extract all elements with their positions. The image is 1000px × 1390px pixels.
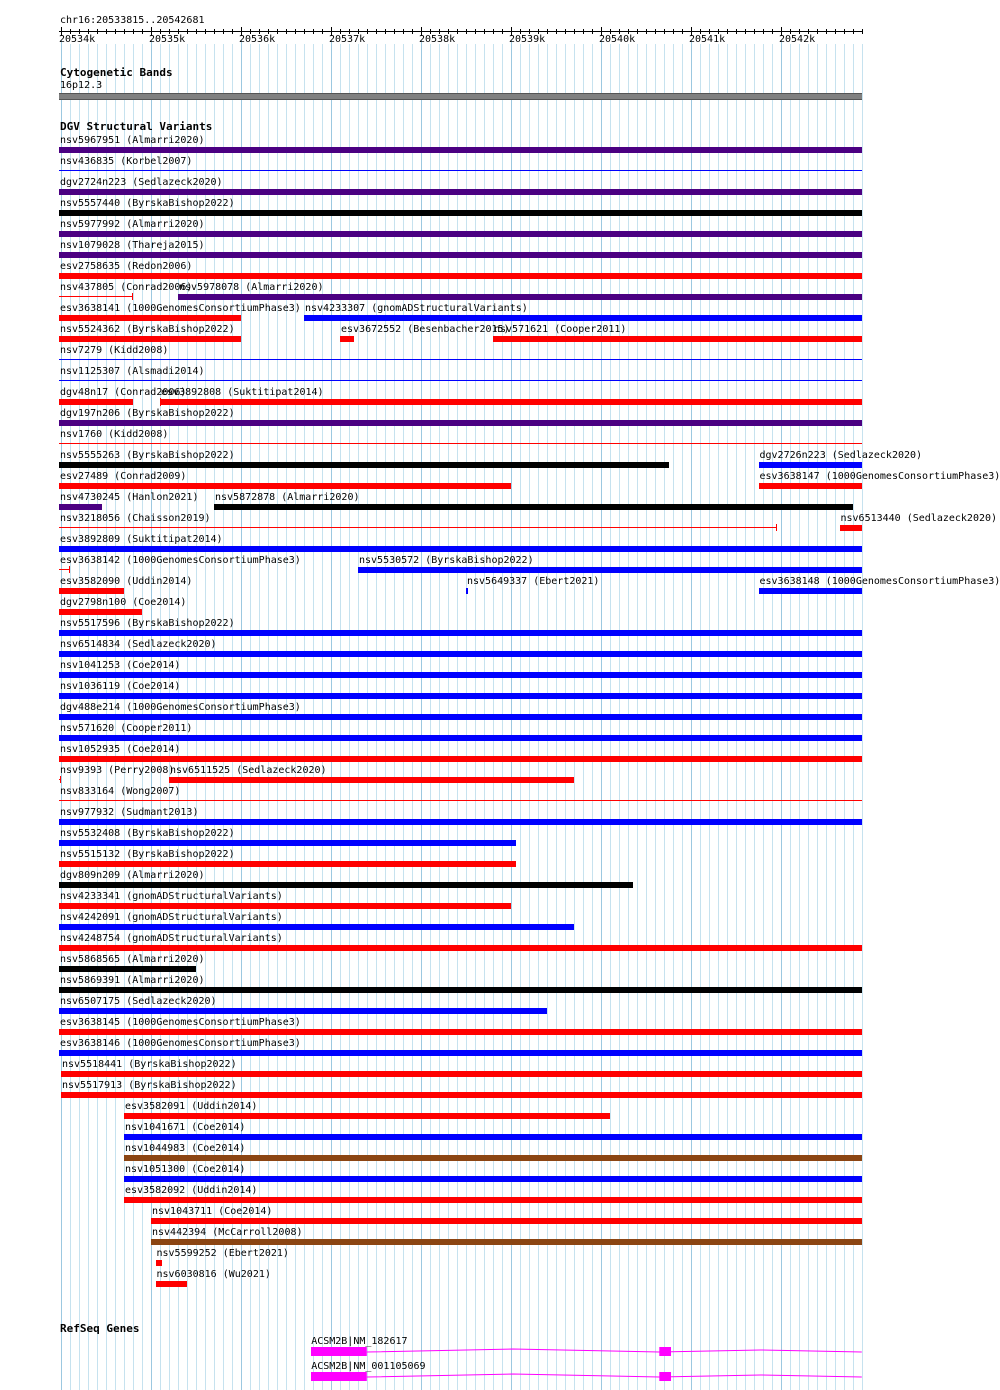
ruler-tick-label: 20534k [59, 34, 96, 45]
ruler-minor-tick [466, 29, 467, 34]
ruler-minor-tick [367, 29, 368, 34]
ruler-minor-tick [574, 29, 575, 34]
ruler-minor-tick [835, 29, 836, 34]
variant-bar[interactable] [59, 588, 124, 594]
variant-label[interactable]: nsv1043711 (Coe2014) [152, 1206, 273, 1217]
variant-bar[interactable] [59, 359, 862, 360]
variant-label[interactable]: nsv1044983 (Coe2014) [125, 1143, 246, 1154]
ruler-minor-tick [547, 29, 548, 34]
ruler-tick-label: 20539k [509, 34, 546, 45]
variant-bar[interactable] [59, 945, 862, 951]
ruler-minor-tick [214, 29, 215, 34]
variant-label[interactable]: nsv4233341 (gnomADStructuralVariants) [60, 891, 283, 902]
cytoband-label: 16p12.3 [60, 80, 103, 91]
ruler-minor-tick [115, 29, 116, 34]
ruler-minor-tick [583, 29, 584, 34]
variant-bar[interactable] [61, 1071, 862, 1077]
variant-bar[interactable] [59, 380, 862, 381]
ruler-minor-tick [565, 29, 566, 34]
variant-label[interactable]: esv3638146 (1000GenomesConsortiumPhase3) [60, 1038, 301, 1049]
variant-label[interactable]: dgv2726n223 (Sedlazeck2020) [759, 450, 923, 461]
variant-bar[interactable] [59, 483, 511, 489]
variant-bar[interactable] [169, 777, 574, 783]
variant-label[interactable]: dgv488e214 (1000GenomesConsortiumPhase3) [60, 702, 301, 713]
variant-bar[interactable] [759, 483, 863, 489]
variant-label[interactable]: esv3638141 (1000GenomesConsortiumPhase3) [60, 303, 301, 314]
gene-intron-line [367, 1374, 862, 1377]
variant-end-cap [69, 566, 70, 573]
variant-bar[interactable] [59, 735, 862, 741]
variant-bar[interactable] [178, 294, 862, 300]
ruler-axis [59, 31, 862, 32]
variant-label[interactable]: nsv5967951 (Almarri2020) [60, 135, 205, 146]
variant-bar[interactable] [59, 336, 241, 342]
variant-bar[interactable] [59, 315, 241, 321]
variant-bar[interactable] [151, 1239, 862, 1245]
variant-label[interactable]: dgv197n206 (ByrskaBishop2022) [60, 408, 235, 419]
gene-model[interactable] [311, 1371, 864, 1385]
variant-label[interactable]: dgv809n209 (Almarri2020) [60, 870, 205, 881]
variant-label[interactable]: nsv4730245 (Hanlon2021) [60, 492, 199, 503]
variant-label[interactable]: nsv6513440 (Sedlazeck2020) [840, 513, 998, 524]
variant-label[interactable]: nsv6514834 (Sedlazeck2020) [60, 639, 217, 650]
ruler-minor-tick [232, 29, 233, 34]
ruler-minor-tick [862, 29, 863, 34]
variant-bar[interactable] [124, 1176, 862, 1182]
ruler-tick-label: 20540k [599, 34, 636, 45]
variant-bar[interactable] [59, 987, 862, 993]
variant-label[interactable]: nsv9393 (Perry2008) [60, 765, 175, 776]
ruler-minor-tick [727, 29, 728, 34]
variant-label[interactable]: nsv1036119 (Coe2014) [60, 681, 181, 692]
ruler-minor-tick [124, 29, 125, 34]
variant-label[interactable]: esv3638147 (1000GenomesConsortiumPhase3) [759, 471, 1000, 482]
variant-label[interactable]: dgv48n17 (Conrad2006) [60, 387, 187, 398]
gene-exon [311, 1347, 367, 1356]
gene-exon [311, 1372, 367, 1381]
variant-label[interactable]: nsv1041253 (Coe2014) [60, 660, 181, 671]
variant-bar[interactable] [493, 336, 862, 342]
variant-bar[interactable] [59, 609, 142, 615]
variant-label[interactable]: nsv5517596 (ByrskaBishop2022) [60, 618, 235, 629]
variant-label[interactable]: nsv4242091 (gnomADStructuralVariants) [60, 912, 283, 923]
variant-label[interactable]: nsv6507175 (Sedlazeck2020) [60, 996, 217, 1007]
variant-bar[interactable] [214, 504, 853, 510]
variant-bar[interactable] [151, 1218, 862, 1224]
variant-label[interactable]: nsv4248754 (gnomADStructuralVariants) [60, 933, 283, 944]
variant-bar[interactable] [156, 1281, 188, 1287]
variant-bar[interactable] [59, 399, 133, 405]
variant-label[interactable]: nsv3218056 (Chaisson2019) [60, 513, 211, 524]
ruler-minor-tick [754, 29, 755, 34]
variant-label[interactable]: nsv6511525 (Sedlazeck2020) [170, 765, 327, 776]
variant-bar[interactable] [59, 443, 862, 444]
variant-bar[interactable] [840, 525, 863, 531]
ruler-minor-tick [655, 29, 656, 34]
variant-bar[interactable] [59, 170, 862, 171]
gene-label[interactable]: ACSM2B|NM_182617 [311, 1336, 408, 1347]
variant-bar[interactable] [59, 882, 633, 888]
cytoband-bar[interactable] [59, 93, 862, 100]
variant-label[interactable]: esv3638145 (1000GenomesConsortiumPhase3) [60, 1017, 301, 1028]
variant-bar[interactable] [59, 651, 862, 657]
ruler-minor-tick [736, 29, 737, 34]
variant-bar[interactable] [59, 966, 196, 972]
variant-bar[interactable] [59, 672, 862, 678]
variant-bar[interactable] [59, 714, 862, 720]
variant-bar[interactable] [59, 819, 862, 825]
variant-label[interactable]: nsv571620 (Cooper2011) [60, 723, 193, 734]
ruler-minor-tick [106, 29, 107, 34]
ruler-minor-tick [385, 29, 386, 34]
variant-label[interactable]: nsv5518441 (ByrskaBishop2022) [62, 1059, 237, 1070]
gene-exon [659, 1372, 671, 1381]
ruler-minor-tick [853, 29, 854, 34]
variant-label[interactable]: nsv5978078 (Almarri2020) [179, 282, 324, 293]
gene-exon [659, 1347, 671, 1356]
ruler-minor-tick [133, 29, 134, 34]
variant-label[interactable]: nsv977932 (Sudmant2013) [60, 807, 199, 818]
ruler-minor-tick [376, 29, 377, 34]
gene-intron-line [367, 1349, 862, 1352]
ruler-minor-tick [763, 29, 764, 34]
ruler-minor-tick [412, 29, 413, 34]
variant-label[interactable]: nsv5872878 (Almarri2020) [215, 492, 360, 503]
ruler-minor-tick [205, 29, 206, 34]
ruler-tick-label: 20536k [239, 34, 276, 45]
variant-label[interactable]: nsv6030816 (Wu2021) [156, 1269, 271, 1280]
ruler-minor-tick [322, 29, 323, 34]
variant-label[interactable]: nsv1760 (Kidd2008) [60, 429, 169, 440]
ruler-minor-tick [592, 29, 593, 34]
variant-label[interactable]: nsv5649337 (Ebert2021) [467, 576, 600, 587]
ruler-minor-tick [772, 29, 773, 34]
variant-bar[interactable] [59, 1050, 862, 1056]
variant-label[interactable]: esv3892808 (Suktitipat2014) [161, 387, 324, 398]
variant-bar[interactable] [160, 399, 862, 405]
variant-bar[interactable] [59, 630, 862, 636]
variant-label[interactable]: nsv5524362 (ByrskaBishop2022) [60, 324, 235, 335]
ruler-minor-tick [187, 29, 188, 34]
variant-label[interactable]: nsv5530572 (ByrskaBishop2022) [359, 555, 534, 566]
gene-model[interactable] [311, 1346, 864, 1360]
variant-label[interactable]: nsv5532408 (ByrskaBishop2022) [60, 828, 235, 839]
variant-label[interactable]: dgv2724n223 (Sedlazeck2020) [60, 177, 223, 188]
variant-label[interactable]: esv3638142 (1000GenomesConsortiumPhase3) [60, 555, 301, 566]
variant-bar[interactable] [59, 189, 862, 195]
variant-label[interactable]: esv3582091 (Uddin2014) [125, 1101, 258, 1112]
variant-bar[interactable] [59, 252, 862, 258]
ruler-minor-tick [277, 29, 278, 34]
variant-label[interactable]: esv3672552 (Besenbacher2015) [341, 324, 510, 335]
variant-label[interactable]: nsv4233307 (gnomADStructuralVariants) [305, 303, 528, 314]
variant-bar[interactable] [59, 504, 102, 510]
variant-bar[interactable] [59, 231, 862, 237]
variant-start-cap [160, 398, 161, 406]
variant-bar[interactable] [59, 840, 516, 846]
variant-label[interactable]: nsv833164 (Wong2007) [60, 786, 181, 797]
variant-label[interactable]: nsv5599252 (Ebert2021) [156, 1248, 289, 1259]
dgv-track-title: DGV Structural Variants [60, 120, 213, 133]
ruler-minor-tick [844, 29, 845, 34]
variant-bar[interactable] [59, 210, 862, 216]
variant-label[interactable]: esv3892809 (Suktitipat2014) [60, 534, 223, 545]
ruler-tick-label: 20538k [419, 34, 456, 45]
variant-label[interactable]: nsv5977992 (Almarri2020) [60, 219, 205, 230]
ruler-minor-tick [664, 29, 665, 34]
ruler-minor-tick [286, 29, 287, 34]
variant-bar[interactable] [124, 1113, 610, 1119]
variant-bar[interactable] [59, 861, 516, 867]
variant-label[interactable]: nsv1052935 (Coe2014) [60, 744, 181, 755]
variant-bar[interactable] [59, 546, 862, 552]
variant-bar[interactable] [759, 462, 863, 468]
variant-label[interactable]: nsv437805 (Conrad2006) [60, 282, 193, 293]
variant-end-cap [60, 776, 61, 783]
variant-bar[interactable] [59, 903, 511, 909]
variant-label[interactable]: esv3638148 (1000GenomesConsortiumPhase3) [759, 576, 1000, 587]
variant-bar[interactable] [124, 1134, 862, 1140]
variant-label[interactable]: esv2758635 (Redon2006) [60, 261, 193, 272]
variant-bar[interactable] [304, 315, 862, 321]
variant-label[interactable]: nsv1079028 (Thareja2015) [60, 240, 205, 251]
ruler-minor-tick [826, 29, 827, 34]
variant-label[interactable]: nsv5868565 (Almarri2020) [60, 954, 205, 965]
gene-label[interactable]: ACSM2B|NM_001105069 [311, 1361, 426, 1372]
variant-bar[interactable] [59, 693, 862, 699]
ruler-minor-tick [304, 29, 305, 34]
refseq-track-title: RefSeq Genes [60, 1322, 140, 1335]
cytoband-track-title: Cytogenetic Bands [60, 66, 173, 79]
variant-label[interactable]: nsv1125307 (Alsmadi2014) [60, 366, 205, 377]
variant-label[interactable]: nsv571621 (Cooper2011) [494, 324, 627, 335]
ruler-minor-tick [142, 29, 143, 34]
ruler-minor-tick [457, 29, 458, 34]
variant-bar[interactable] [59, 1029, 862, 1035]
ruler-minor-tick [196, 29, 197, 34]
variant-bar[interactable] [340, 336, 354, 342]
ruler-minor-tick [646, 29, 647, 34]
variant-bar[interactable] [124, 1197, 862, 1203]
variant-bar[interactable] [124, 1155, 862, 1161]
ruler-tick-label: 20541k [689, 34, 726, 45]
ruler-tick-label: 20535k [149, 34, 186, 45]
variant-bar[interactable] [156, 1260, 162, 1266]
variant-bar[interactable] [61, 1092, 862, 1098]
variant-label[interactable]: esv3582092 (Uddin2014) [125, 1185, 258, 1196]
variant-label[interactable]: dgv2798n100 (Coe2014) [60, 597, 187, 608]
ruler-tick-label: 20537k [329, 34, 366, 45]
variant-end-cap [776, 524, 777, 531]
variant-bar[interactable] [59, 296, 133, 297]
ruler-minor-tick [295, 29, 296, 34]
ruler-tick-label: 20542k [779, 34, 816, 45]
variant-bar[interactable] [59, 1008, 547, 1014]
ruler-minor-tick [493, 29, 494, 34]
variant-label[interactable]: esv3582090 (Uddin2014) [60, 576, 193, 587]
locus-label: chr16:20533815..20542681 [60, 15, 205, 26]
variant-bar[interactable] [466, 588, 468, 594]
variant-label[interactable]: nsv5555263 (ByrskaBishop2022) [60, 450, 235, 461]
ruler-minor-tick [637, 29, 638, 34]
variant-bar[interactable] [59, 756, 862, 762]
variant-bar[interactable] [59, 462, 669, 468]
variant-label[interactable]: nsv1041671 (Coe2014) [125, 1122, 246, 1133]
variant-bar[interactable] [59, 527, 777, 528]
variant-label[interactable]: nsv442394 (McCarroll2008) [152, 1227, 303, 1238]
variant-label[interactable]: nsv5557440 (ByrskaBishop2022) [60, 198, 235, 209]
ruler-minor-tick [484, 29, 485, 34]
variant-bar[interactable] [59, 800, 862, 801]
ruler-minor-tick [745, 29, 746, 34]
ruler-minor-tick [673, 29, 674, 34]
variant-label[interactable]: nsv5517913 (ByrskaBishop2022) [62, 1080, 237, 1091]
variant-label[interactable]: nsv5515132 (ByrskaBishop2022) [60, 849, 235, 860]
ruler-minor-tick [313, 29, 314, 34]
ruler-minor-tick [394, 29, 395, 34]
variant-label[interactable]: nsv436835 (Korbel2007) [60, 156, 193, 167]
variant-bar[interactable] [59, 147, 862, 153]
variant-bar[interactable] [59, 924, 574, 930]
ruler-minor-tick [403, 29, 404, 34]
ruler-minor-tick [97, 29, 98, 34]
variant-label[interactable]: nsv7279 (Kidd2008) [60, 345, 169, 356]
ruler-minor-tick [223, 29, 224, 34]
ruler-minor-tick [475, 29, 476, 34]
variant-label[interactable]: nsv5869391 (Almarri2020) [60, 975, 205, 986]
ruler-minor-tick [556, 29, 557, 34]
variant-label[interactable]: esv27489 (Conrad2009) [60, 471, 187, 482]
variant-bar[interactable] [759, 588, 863, 594]
variant-bar[interactable] [59, 273, 862, 279]
variant-bar[interactable] [358, 567, 862, 573]
ruler-minor-tick [682, 29, 683, 34]
variant-bar[interactable] [59, 420, 862, 426]
ruler-minor-tick [502, 29, 503, 34]
ruler-minor-tick [817, 29, 818, 34]
variant-end-cap [132, 293, 133, 300]
variant-label[interactable]: nsv1051300 (Coe2014) [125, 1164, 246, 1175]
